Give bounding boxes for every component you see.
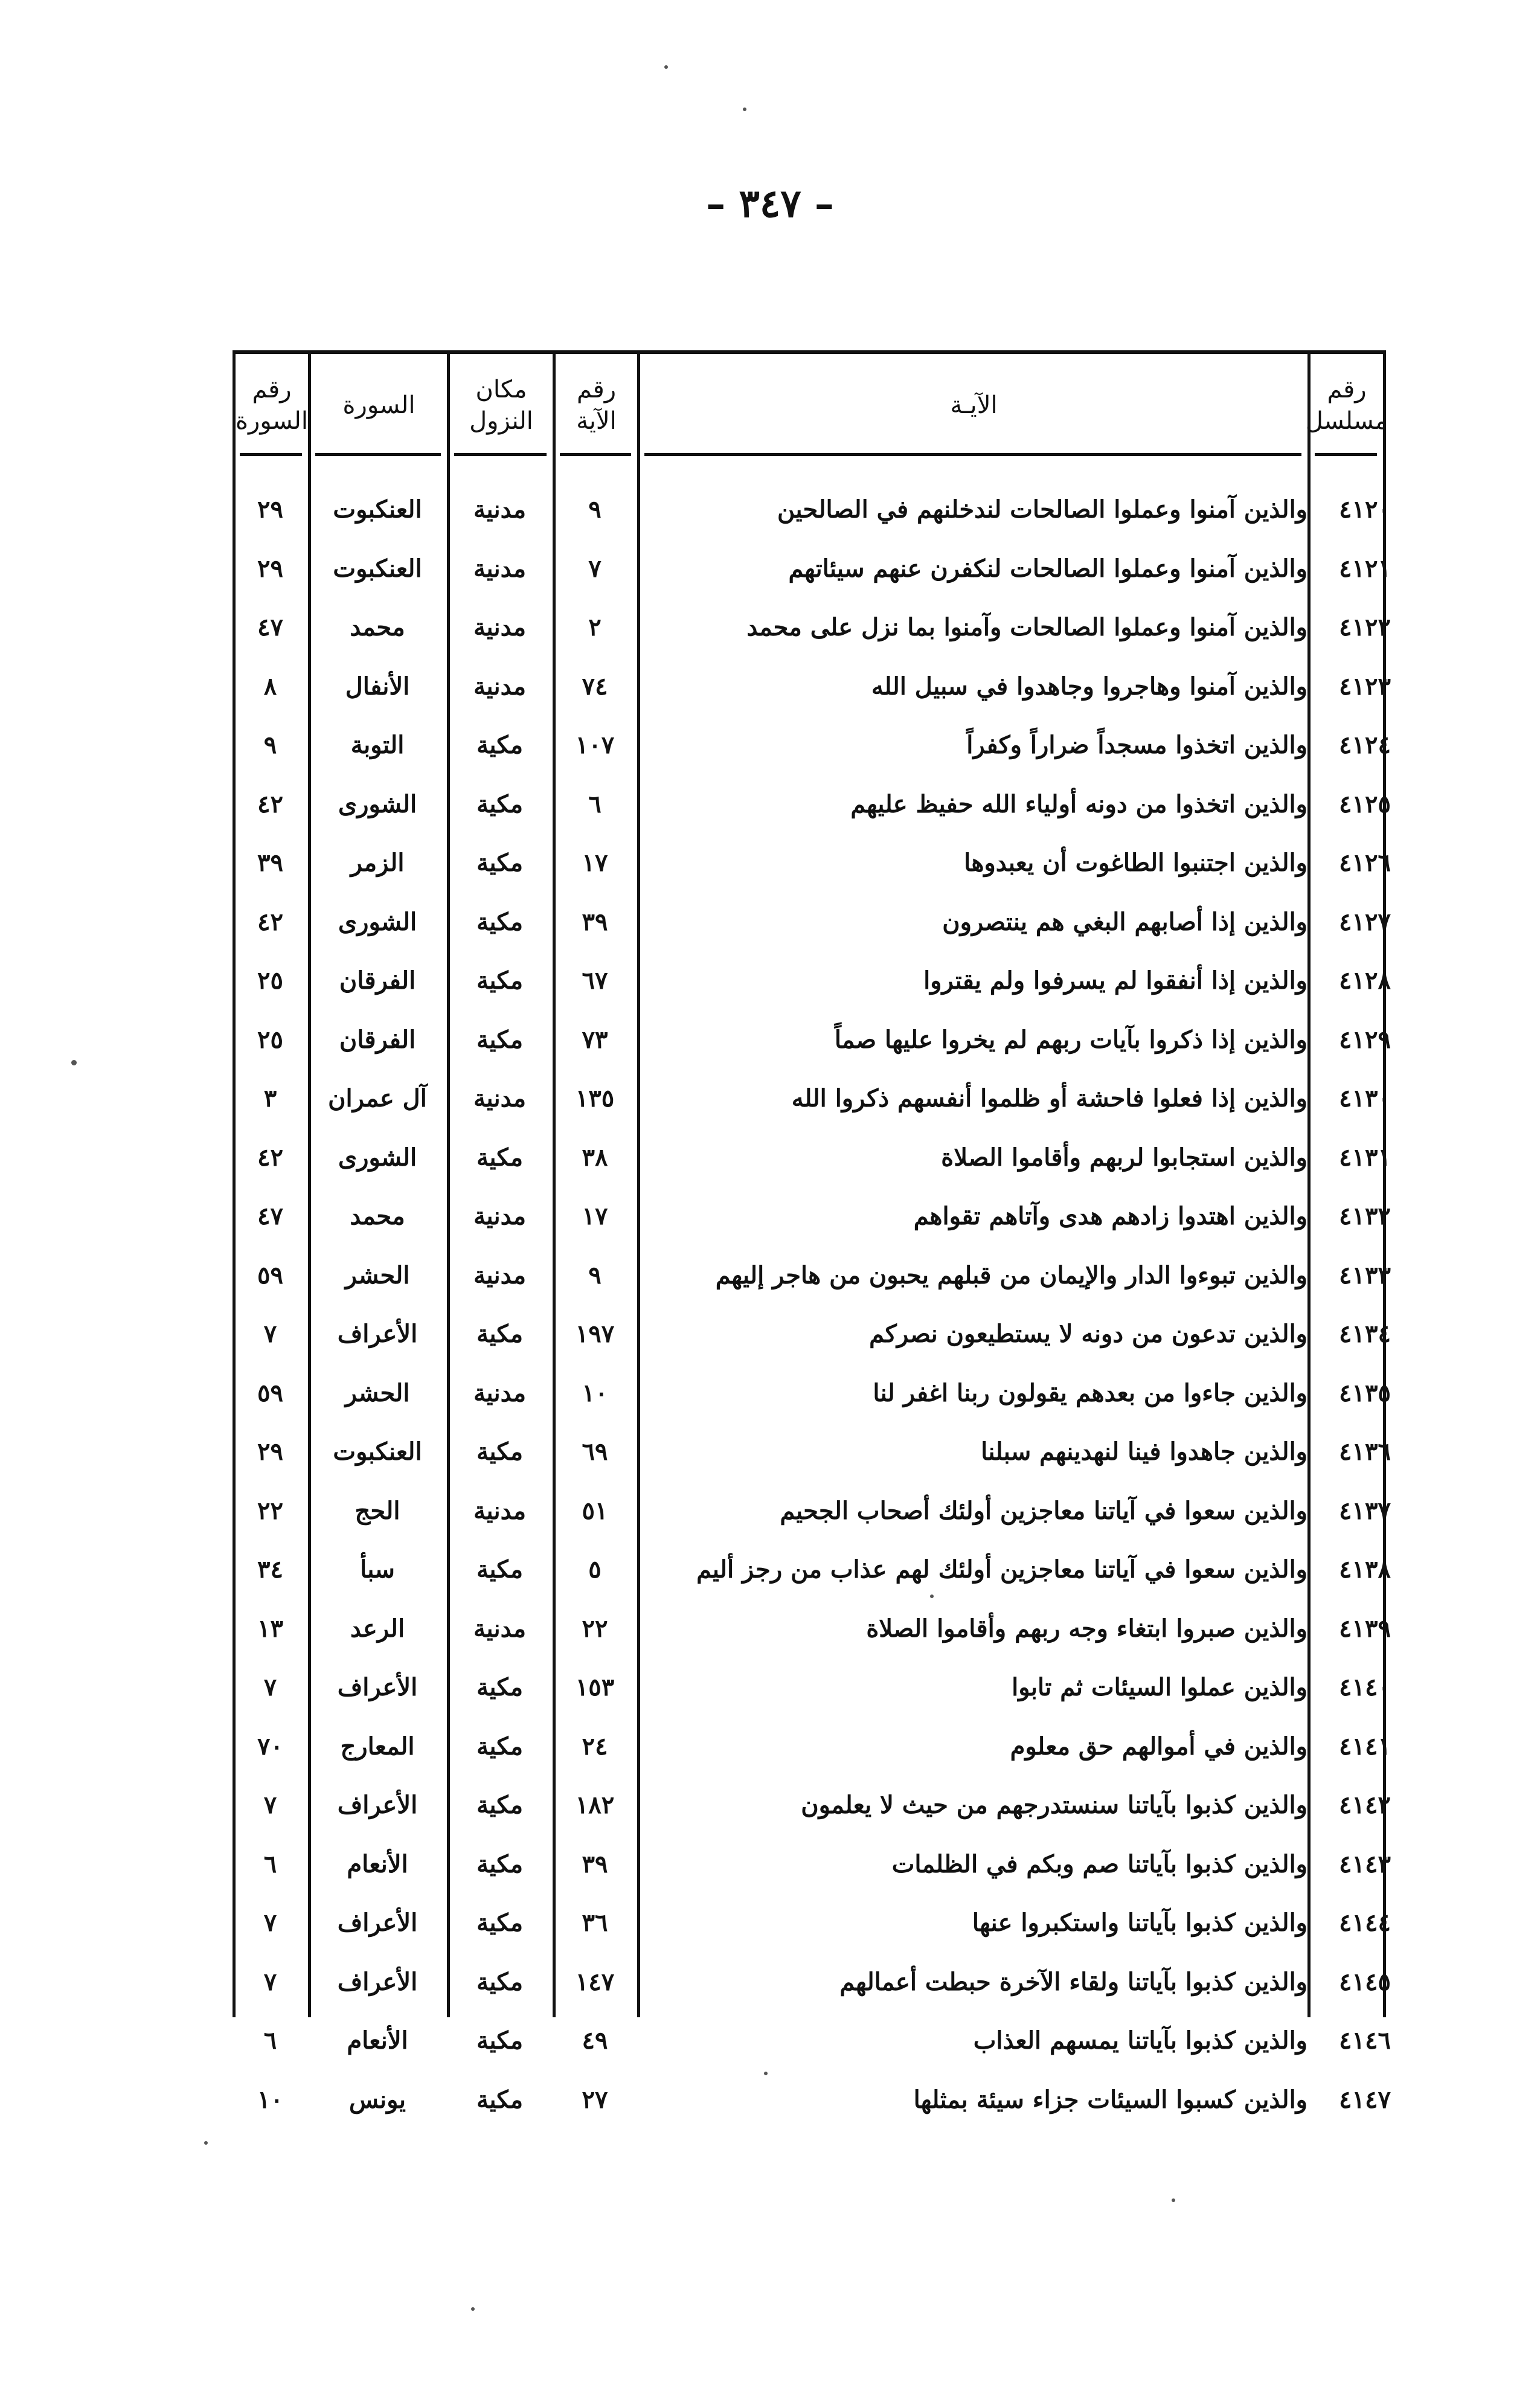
header-underline <box>560 453 631 456</box>
row-surah-name: الأنفال <box>345 672 410 701</box>
row-serial: ٤١٢٢ <box>1339 613 1391 642</box>
header-underline <box>240 453 302 456</box>
row-revelation-place: مكية <box>476 1143 524 1172</box>
row-verse: والذين تدعون من دونه لا يستطيعون نصركم <box>869 1320 1307 1349</box>
row-serial: ٤١٢٥ <box>1339 789 1391 818</box>
row-revelation-place: مكية <box>476 1320 524 1349</box>
row-ayah-number: ٣٩ <box>582 1849 608 1878</box>
row-surah-name: الشورى <box>338 789 417 818</box>
page-number: – ٣٤٧ – <box>706 181 834 226</box>
row-ayah-number: ٢ <box>588 613 602 642</box>
scan-speck <box>71 1060 77 1065</box>
row-serial: ٤١٣٣ <box>1339 1260 1391 1289</box>
table-body <box>233 480 1404 2129</box>
row-ayah-number: ٩ <box>588 495 602 524</box>
row-surah-name: الأعراف <box>337 1791 418 1820</box>
header-serial-line1: رقم <box>1327 375 1367 403</box>
row-verse: والذين كذبوا بآياتنا يمسهم العذاب <box>973 2026 1307 2055</box>
row-verse: والذين سعوا في آياتنا معاجزين أولئك لهم عذاب من رجز أليم <box>696 1555 1307 1584</box>
row-ayah-number: ٦٩ <box>582 1437 608 1466</box>
row-ayah-number: ٣٦ <box>582 1909 608 1938</box>
row-revelation-place: مكية <box>476 1673 524 1702</box>
row-surah-number: ٦ <box>263 1849 277 1878</box>
row-serial: ٤١٤٠ <box>1339 1673 1391 1702</box>
table-row <box>233 833 1404 893</box>
table-row <box>233 1893 1404 1953</box>
row-serial: ٤١٣٤ <box>1339 1320 1391 1349</box>
header-serial <box>1305 361 1388 449</box>
row-serial: ٤١٣٢ <box>1339 1202 1391 1231</box>
header-verse-label: الآيـة <box>950 391 998 419</box>
row-surah-name: الأنعام <box>347 2026 408 2055</box>
row-verse: والذين جاهدوا فينا لنهدينهم سبلنا <box>981 1437 1307 1466</box>
row-surah-number: ٥٩ <box>257 1378 283 1407</box>
scan-speck <box>664 65 668 69</box>
row-serial: ٤١٣٧ <box>1339 1496 1391 1525</box>
row-surah-name: الأنعام <box>347 1849 408 1878</box>
row-serial: ٤١٣٥ <box>1339 1378 1391 1407</box>
row-revelation-place: مكية <box>476 849 524 878</box>
row-surah-name: الحشر <box>345 1378 410 1407</box>
row-verse: والذين إذا أنفقوا لم يسرفوا ولم يقتروا <box>923 966 1307 995</box>
row-verse: والذين آمنوا وهاجروا وجاهدوا في سبيل الله <box>871 672 1307 701</box>
row-serial: ٤١٢٠ <box>1339 495 1391 524</box>
table-row <box>233 1953 1404 2012</box>
row-surah-name: محمد <box>350 1202 405 1231</box>
table-row <box>233 1717 1404 1776</box>
row-surah-name: الحشر <box>345 1260 410 1289</box>
table-row <box>233 480 1404 539</box>
row-revelation-place: مكية <box>476 731 524 760</box>
row-surah-name: الأعراف <box>337 1967 418 1996</box>
table-row <box>233 1246 1404 1305</box>
scan-speck <box>764 2072 768 2075</box>
row-surah-number: ٢٢ <box>257 1496 283 1525</box>
row-revelation-place: مكية <box>476 2085 524 2114</box>
row-revelation-place: مكية <box>476 1909 524 1938</box>
row-serial: ٤١٤٣ <box>1339 1849 1391 1878</box>
row-surah-number: ٧ <box>263 1673 277 1702</box>
row-revelation-place: مكية <box>476 1967 524 1996</box>
row-revelation-place: مكية <box>476 1849 524 1878</box>
row-verse: والذين في أموالهم حق معلوم <box>1010 1732 1307 1761</box>
row-revelation-place: مدنية <box>473 672 527 701</box>
header-ayah-line1: رقم <box>576 375 617 403</box>
header-underline <box>454 453 547 456</box>
scan-speck <box>471 2307 475 2311</box>
row-surah-name: الحج <box>355 1496 400 1525</box>
scan-speck <box>204 2141 208 2145</box>
row-surah-name: التوبة <box>350 731 405 760</box>
table-row <box>233 1658 1404 1717</box>
row-serial: ٤١٣٨ <box>1339 1555 1391 1584</box>
row-revelation-place: مكية <box>476 907 524 936</box>
header-underline <box>644 453 1301 456</box>
row-surah-name: الأعراف <box>337 1320 418 1349</box>
row-ayah-number: ٧ <box>588 554 602 583</box>
row-revelation-place: مكية <box>476 2026 524 2055</box>
row-surah-number: ١٠ <box>257 2085 283 2114</box>
table-row <box>233 1305 1404 1364</box>
row-verse: والذين اهتدوا زادهم هدى وآتاهم تقواهم <box>913 1202 1307 1231</box>
row-revelation-place: مكية <box>476 1555 524 1584</box>
row-verse: والذين سعوا في آياتنا معاجزين أولئك أصحاب الجحيم <box>780 1496 1307 1525</box>
table-row <box>233 657 1404 716</box>
row-revelation-place: مدنية <box>473 1614 527 1643</box>
header-ayah-number <box>556 361 637 449</box>
table-row <box>233 598 1404 657</box>
table-row <box>233 539 1404 599</box>
row-serial: ٤١٣٩ <box>1339 1614 1391 1643</box>
header-surah <box>311 361 447 449</box>
row-ayah-number: ٧٣ <box>582 1025 608 1054</box>
row-verse: والذين اتخذوا من دونه أولياء الله حفيظ عليهم <box>850 789 1307 818</box>
row-ayah-number: ١٩٧ <box>575 1320 615 1349</box>
row-verse: والذين صبروا ابتغاء وجه ربهم وأقاموا الصلاة <box>866 1614 1307 1643</box>
row-verse: والذين كسبوا السيئات جزاء سيئة بمثلها <box>913 2085 1307 2114</box>
row-revelation-place: مدنية <box>473 1084 527 1113</box>
row-ayah-number: ٦ <box>588 789 602 818</box>
header-surah-label: السورة <box>342 391 415 419</box>
row-surah-name: الشورى <box>338 1143 417 1172</box>
table-row <box>233 1364 1404 1423</box>
row-surah-name: الأعراف <box>337 1673 418 1702</box>
row-surah-number: ٧ <box>263 1320 277 1349</box>
row-serial: ٤١٤٥ <box>1339 1967 1391 1996</box>
table-row <box>233 2011 1404 2070</box>
row-verse: والذين إذا ذكروا بآيات ربهم لم يخروا عليها صماً <box>834 1025 1307 1054</box>
row-serial: ٤١٢٦ <box>1339 849 1391 878</box>
row-ayah-number: ١٠٧ <box>575 731 615 760</box>
row-revelation-place: مكية <box>476 1732 524 1761</box>
table-row <box>233 1482 1404 1541</box>
row-verse: والذين كذبوا بآياتنا صم وبكم في الظلمات <box>891 1849 1307 1878</box>
row-ayah-number: ٣٩ <box>582 907 608 936</box>
row-serial: ٤١٤٦ <box>1339 2026 1391 2055</box>
table-row <box>233 1128 1404 1187</box>
row-surah-number: ٤٢ <box>257 789 283 818</box>
row-verse: والذين كذبوا بآياتنا واستكبروا عنها <box>972 1909 1307 1938</box>
row-verse: والذين إذا أصابهم البغي هم ينتصرون <box>942 907 1307 936</box>
row-ayah-number: ٦٧ <box>582 966 608 995</box>
row-surah-name: الزمر <box>350 849 405 878</box>
row-verse: والذين آمنوا وعملوا الصالحات وآمنوا بما نزل على محمد <box>746 613 1307 642</box>
row-surah-number: ٢٩ <box>257 495 283 524</box>
row-verse: والذين كذبوا بآياتنا ولقاء الآخرة حبطت أعمالهم <box>839 1967 1307 1996</box>
row-surah-number: ٧ <box>263 1967 277 1996</box>
row-surah-name: المعارج <box>340 1732 415 1761</box>
table-row <box>233 1187 1404 1246</box>
row-revelation-place: مكية <box>476 966 524 995</box>
row-verse: والذين جاءوا من بعدهم يقولون ربنا اغفر لنا <box>873 1378 1307 1407</box>
header-ayah-line2: الآية <box>576 406 617 435</box>
row-surah-number: ٧ <box>263 1791 277 1820</box>
row-verse: والذين كذبوا بآياتنا سنستدرجهم من حيث لا يعلمون <box>801 1791 1307 1820</box>
scan-speck <box>743 108 746 111</box>
row-revelation-place: مكية <box>476 1025 524 1054</box>
row-surah-name: يونس <box>349 2085 406 2114</box>
header-place <box>450 361 553 449</box>
row-verse: والذين إذا فعلوا فاحشة أو ظلموا أنفسهم ذكروا الله <box>791 1084 1307 1113</box>
header-place-line2: النزول <box>469 406 533 435</box>
row-surah-number: ١٣ <box>257 1614 283 1643</box>
header-verse <box>640 361 1307 449</box>
row-verse: والذين تبوءوا الدار والإيمان من قبلهم يحبون من هاجر إليهم <box>715 1260 1307 1289</box>
row-ayah-number: ٢٧ <box>582 2085 608 2114</box>
row-revelation-place: مدنية <box>473 1378 527 1407</box>
table-row <box>233 1010 1404 1070</box>
row-surah-name: العنكبوت <box>333 495 422 524</box>
header-surah-number-line2: السورة <box>236 406 308 435</box>
row-surah-number: ٦ <box>263 2026 277 2055</box>
header-underline <box>315 453 441 456</box>
row-surah-name: الشورى <box>338 907 417 936</box>
row-verse: والذين آمنوا وعملوا الصالحات لنكفرن عنهم سيئاتهم <box>788 554 1307 583</box>
row-surah-name: آل عمران <box>328 1084 427 1113</box>
row-revelation-place: مدنية <box>473 554 527 583</box>
table-row <box>233 951 1404 1010</box>
row-revelation-place: مدنية <box>473 1496 527 1525</box>
row-serial: ٤١٤١ <box>1339 1732 1391 1761</box>
header-underline <box>1315 453 1377 456</box>
table-row <box>233 716 1404 775</box>
row-ayah-number: ٥ <box>588 1555 602 1584</box>
row-surah-number: ٢٥ <box>257 966 283 995</box>
row-surah-number: ٧٠ <box>257 1732 283 1761</box>
row-surah-number: ٧ <box>263 1909 277 1938</box>
row-surah-number: ٥٩ <box>257 1260 283 1289</box>
row-surah-number: ٤٢ <box>257 1143 283 1172</box>
row-ayah-number: ١٣٥ <box>575 1084 615 1113</box>
row-ayah-number: ١٨٢ <box>575 1791 615 1820</box>
row-surah-number: ٤٧ <box>257 613 283 642</box>
row-ayah-number: ١٠ <box>582 1378 608 1407</box>
table-row <box>233 1599 1404 1659</box>
row-ayah-number: ١٤٧ <box>575 1967 615 1996</box>
table-row <box>233 893 1404 952</box>
row-ayah-number: ٥١ <box>582 1496 608 1525</box>
table-row <box>233 775 1404 834</box>
row-surah-number: ٩ <box>263 731 277 760</box>
table-row <box>233 2070 1404 2130</box>
row-surah-number: ٨ <box>263 672 277 701</box>
row-surah-name: الأعراف <box>337 1909 418 1938</box>
row-ayah-number: ١٧ <box>582 849 608 878</box>
header-serial-line2: مسلسل <box>1305 406 1388 435</box>
row-surah-name: الفرقان <box>339 966 416 995</box>
row-serial: ٤١٢٨ <box>1339 966 1391 995</box>
row-ayah-number: ٤٩ <box>582 2026 608 2055</box>
table-row <box>233 1776 1404 1835</box>
row-surah-number: ٢٩ <box>257 1437 283 1466</box>
row-surah-number: ٢٥ <box>257 1025 283 1054</box>
row-surah-number: ٢٩ <box>257 554 283 583</box>
row-serial: ٤١٣١ <box>1339 1143 1391 1172</box>
row-ayah-number: ٢٤ <box>582 1732 608 1761</box>
row-serial: ٤١٢٧ <box>1339 907 1391 936</box>
row-verse: والذين اتخذوا مسجداً ضراراً وكفراً <box>966 731 1307 760</box>
row-serial: ٤١٣٦ <box>1339 1437 1391 1466</box>
row-surah-number: ٤٧ <box>257 1202 283 1231</box>
row-verse: والذين آمنوا وعملوا الصالحات لندخلنهم في الصالحين <box>777 495 1307 524</box>
index-table <box>233 350 1391 2114</box>
row-ayah-number: ٢٢ <box>582 1614 608 1643</box>
row-revelation-place: مدنية <box>473 613 527 642</box>
row-surah-number: ٣٩ <box>257 849 283 878</box>
header-surah-number <box>236 361 308 449</box>
row-serial: ٤١٤٢ <box>1339 1791 1391 1820</box>
row-revelation-place: مكية <box>476 1437 524 1466</box>
row-surah-number: ٤٢ <box>257 907 283 936</box>
table-row <box>233 1069 1404 1128</box>
row-revelation-place: مدنية <box>473 1260 527 1289</box>
row-surah-number: ٣٤ <box>257 1555 283 1584</box>
row-revelation-place: مكية <box>476 1791 524 1820</box>
table-top-rule <box>233 350 1386 354</box>
row-serial: ٤١٤٧ <box>1339 2085 1391 2114</box>
row-ayah-number: ٧٤ <box>582 672 608 701</box>
table-row <box>233 1422 1404 1482</box>
row-verse: والذين استجابوا لربهم وأقاموا الصلاة <box>941 1143 1307 1172</box>
row-serial: ٤١٣٠ <box>1339 1084 1391 1113</box>
scan-speck <box>1172 2198 1175 2202</box>
table-row <box>233 1540 1404 1599</box>
row-surah-name: سبأ <box>360 1555 395 1584</box>
row-ayah-number: ٩ <box>588 1260 602 1289</box>
row-revelation-place: مكية <box>476 789 524 818</box>
row-surah-number: ٣ <box>263 1084 277 1113</box>
row-serial: ٤١٢٤ <box>1339 731 1391 760</box>
row-surah-name: الفرقان <box>339 1025 416 1054</box>
row-serial: ٤١٢٣ <box>1339 672 1391 701</box>
row-serial: ٤١٢١ <box>1339 554 1391 583</box>
row-verse: والذين عملوا السيئات ثم تابوا <box>1012 1673 1307 1702</box>
row-serial: ٤١٤٤ <box>1339 1909 1391 1938</box>
row-ayah-number: ١٧ <box>582 1202 608 1231</box>
row-revelation-place: مدنية <box>473 1202 527 1231</box>
scan-speck <box>930 1594 934 1598</box>
row-verse: والذين اجتنبوا الطاغوت أن يعبدوها <box>964 849 1307 878</box>
header-place-line1: مكان <box>475 375 527 403</box>
row-surah-name: العنكبوت <box>333 1437 422 1466</box>
row-ayah-number: ١٥٣ <box>575 1673 615 1702</box>
row-surah-name: محمد <box>350 613 405 642</box>
header-surah-number-line1: رقم <box>252 375 292 403</box>
row-ayah-number: ٣٨ <box>582 1143 608 1172</box>
row-surah-name: الرعد <box>350 1614 405 1643</box>
table-row <box>233 1835 1404 1894</box>
row-revelation-place: مدنية <box>473 495 527 524</box>
row-surah-name: العنكبوت <box>333 554 422 583</box>
row-serial: ٤١٢٩ <box>1339 1025 1391 1054</box>
